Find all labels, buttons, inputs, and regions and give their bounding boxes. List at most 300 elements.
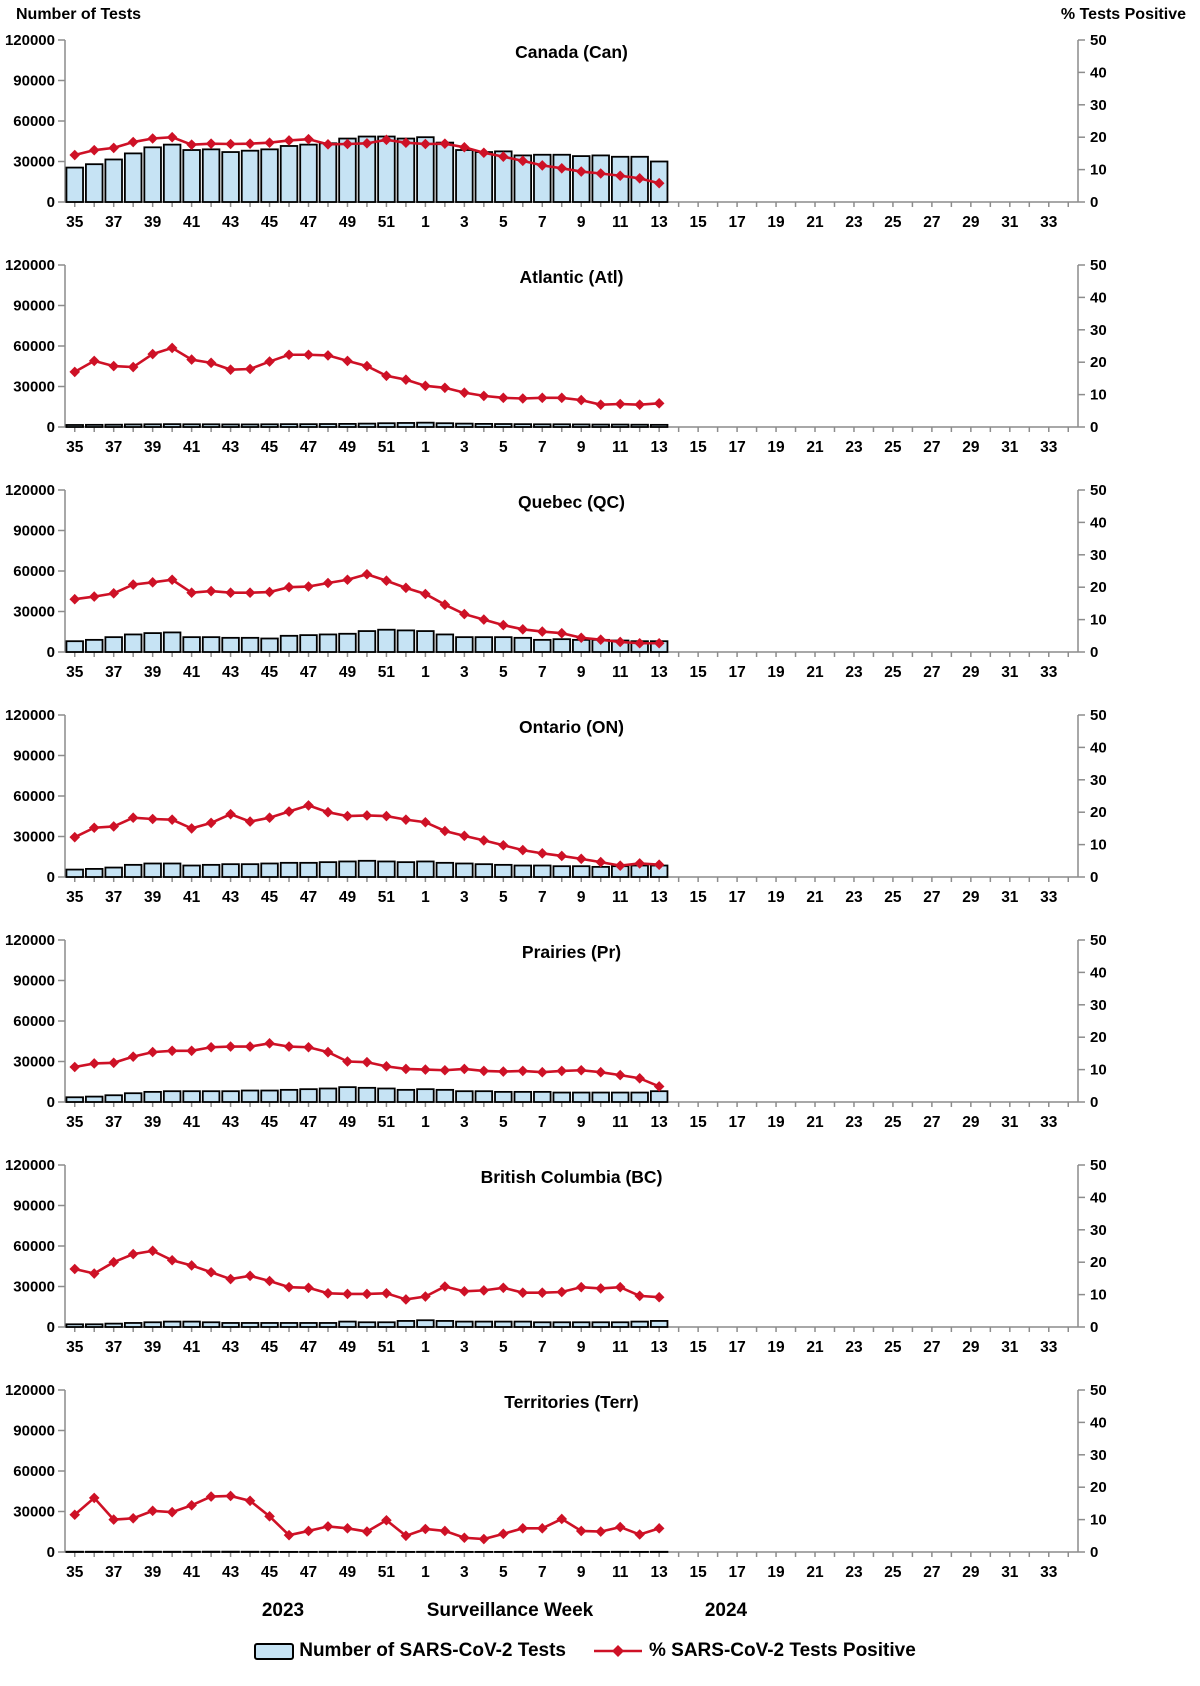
svg-text:45: 45 (260, 664, 279, 681)
svg-text:3: 3 (460, 889, 469, 906)
svg-text:21: 21 (806, 1564, 824, 1581)
svg-text:30000: 30000 (13, 1053, 55, 1071)
svg-text:33: 33 (1040, 1114, 1058, 1131)
svg-text:1: 1 (421, 664, 430, 681)
diamond-marker (89, 356, 100, 367)
svg-text:30: 30 (1090, 96, 1107, 114)
diamond-marker (206, 1491, 217, 1502)
svg-text:19: 19 (767, 214, 785, 231)
svg-text:10: 10 (1090, 1061, 1107, 1079)
svg-text:30: 30 (1090, 1446, 1107, 1464)
svg-text:49: 49 (338, 1114, 357, 1131)
svg-text:120000: 120000 (4, 482, 55, 499)
axes (58, 940, 1085, 1107)
diamond-marker (634, 399, 645, 410)
panel-title: Prairies (Pr) (521, 942, 622, 962)
diamond-marker (420, 1064, 431, 1075)
panel-title: Atlantic (Atl) (519, 267, 624, 287)
diamond-marker (147, 1506, 158, 1517)
svg-text:0: 0 (1090, 869, 1099, 886)
svg-text:90000: 90000 (13, 1197, 55, 1215)
svg-text:37: 37 (105, 1564, 123, 1581)
panel-title: Territories (Terr) (504, 1392, 639, 1412)
svg-text:33: 33 (1040, 214, 1058, 231)
svg-text:7: 7 (537, 1564, 547, 1581)
diamond-marker (654, 1081, 665, 1092)
svg-text:30000: 30000 (13, 378, 55, 396)
diamond-marker (245, 1041, 256, 1052)
diamond-marker (186, 823, 197, 834)
svg-text:13: 13 (650, 439, 668, 456)
diamond-marker (264, 137, 275, 148)
svg-text:31: 31 (1001, 1114, 1019, 1131)
diamond-marker (284, 1041, 295, 1052)
svg-text:51: 51 (377, 1114, 396, 1131)
svg-text:5: 5 (499, 1114, 508, 1131)
chart-legend (30, 1640, 1140, 1662)
diamond-marker (654, 398, 665, 409)
svg-text:11: 11 (612, 1114, 629, 1131)
diamond-marker (69, 1062, 80, 1073)
svg-text:13: 13 (650, 1339, 668, 1356)
diamond-marker (634, 1291, 645, 1302)
diamond-marker (595, 1283, 606, 1294)
svg-text:21: 21 (806, 214, 824, 231)
diamond-marker (420, 1291, 431, 1302)
svg-text:43: 43 (221, 664, 240, 681)
svg-text:23: 23 (845, 1564, 863, 1581)
diamond-marker (479, 614, 490, 625)
diamond-marker (595, 1526, 606, 1537)
diamond-marker (206, 1042, 217, 1053)
tests-bars-series (66, 1087, 667, 1102)
diamond-marker (167, 814, 178, 825)
svg-text:29: 29 (962, 214, 980, 231)
svg-text:1: 1 (421, 1114, 430, 1131)
svg-text:17: 17 (728, 1339, 746, 1356)
diamond-marker (401, 1064, 412, 1075)
svg-text:5: 5 (499, 439, 508, 456)
svg-text:33: 33 (1040, 439, 1058, 456)
diamond-marker (69, 832, 80, 843)
diamond-marker (323, 578, 334, 589)
svg-text:13: 13 (650, 664, 668, 681)
legend-item-tests (254, 1640, 566, 1662)
diamond-marker (108, 588, 119, 599)
positivity-line-swatch-icon (592, 1643, 644, 1659)
svg-text:11: 11 (612, 889, 629, 906)
svg-text:25: 25 (884, 1339, 902, 1356)
svg-text:60000: 60000 (13, 338, 55, 355)
diamond-marker (323, 807, 334, 818)
diamond-marker (420, 817, 431, 828)
diamond-marker (323, 1521, 334, 1532)
svg-text:20: 20 (1090, 579, 1107, 597)
svg-text:40: 40 (1090, 1414, 1107, 1432)
diamond-marker (362, 569, 373, 580)
svg-text:40: 40 (1090, 964, 1107, 982)
diamond-marker (284, 806, 295, 817)
svg-text:15: 15 (689, 439, 707, 456)
chart-panel-quebec (0, 474, 1200, 699)
svg-text:120000: 120000 (4, 932, 55, 949)
diamond-marker (401, 583, 412, 594)
diamond-marker (615, 1282, 626, 1293)
diamond-marker (615, 399, 626, 410)
diamond-marker (69, 594, 80, 605)
svg-text:35: 35 (66, 214, 84, 231)
svg-text:15: 15 (689, 664, 707, 681)
svg-text:0: 0 (1090, 419, 1099, 436)
svg-text:5: 5 (499, 1564, 508, 1581)
diamond-marker (440, 599, 451, 610)
svg-text:25: 25 (884, 664, 902, 681)
diamond-marker (147, 814, 158, 825)
diamond-marker (245, 364, 256, 375)
diamond-marker (654, 1523, 665, 1534)
svg-text:31: 31 (1001, 664, 1019, 681)
svg-text:10: 10 (1090, 1511, 1107, 1529)
svg-text:60000: 60000 (13, 1238, 55, 1255)
svg-text:5: 5 (499, 889, 508, 906)
svg-text:47: 47 (299, 439, 318, 456)
svg-text:5: 5 (499, 1339, 508, 1356)
svg-text:15: 15 (689, 1114, 707, 1131)
svg-text:35: 35 (66, 1339, 84, 1356)
svg-text:50: 50 (1090, 32, 1107, 49)
diamond-marker (517, 1523, 528, 1534)
svg-text:47: 47 (299, 889, 318, 906)
diamond-marker (206, 358, 217, 369)
tests-bars-series (66, 423, 667, 427)
svg-text:60000: 60000 (13, 1463, 55, 1480)
svg-text:25: 25 (884, 889, 902, 906)
svg-text:20: 20 (1090, 1254, 1107, 1272)
svg-text:45: 45 (260, 889, 279, 906)
diamond-marker (362, 1289, 373, 1300)
diamond-marker (362, 361, 373, 372)
diamond-marker (459, 609, 470, 620)
svg-text:0: 0 (46, 194, 55, 211)
svg-text:60000: 60000 (13, 1013, 55, 1030)
diamond-marker (245, 138, 256, 149)
diamond-marker (381, 1288, 392, 1299)
diamond-marker (167, 1507, 178, 1518)
svg-text:20: 20 (1090, 354, 1107, 372)
diamond-marker (167, 1046, 178, 1057)
svg-text:17: 17 (728, 1564, 746, 1581)
svg-text:1: 1 (421, 439, 430, 456)
svg-text:45: 45 (260, 1339, 279, 1356)
diamond-marker (537, 848, 548, 859)
svg-text:11: 11 (612, 214, 629, 231)
diamond-marker (225, 139, 236, 150)
svg-text:20: 20 (1090, 129, 1107, 147)
svg-text:9: 9 (576, 439, 586, 456)
svg-text:50: 50 (1090, 1157, 1107, 1174)
svg-text:30: 30 (1090, 996, 1107, 1014)
svg-text:43: 43 (221, 1114, 240, 1131)
diamond-marker (206, 138, 217, 149)
diamond-marker (167, 1255, 178, 1266)
svg-text:90000: 90000 (13, 72, 55, 90)
diamond-marker (108, 361, 119, 372)
svg-text:25: 25 (884, 1564, 902, 1581)
svg-text:0: 0 (46, 869, 55, 886)
svg-text:60000: 60000 (13, 563, 55, 580)
svg-text:35: 35 (66, 1564, 84, 1581)
svg-text:41: 41 (183, 214, 201, 231)
svg-text:41: 41 (183, 439, 201, 456)
svg-text:30: 30 (1090, 546, 1107, 564)
svg-text:60000: 60000 (13, 788, 55, 805)
svg-text:10: 10 (1090, 611, 1107, 629)
diamond-marker (323, 350, 334, 361)
tests-bar-swatch-icon (254, 1643, 294, 1660)
svg-text:120000: 120000 (4, 1157, 55, 1174)
diamond-marker (381, 1061, 392, 1072)
svg-text:40: 40 (1090, 289, 1107, 307)
svg-text:0: 0 (46, 1319, 55, 1336)
svg-text:39: 39 (144, 1114, 162, 1131)
svg-text:17: 17 (728, 214, 746, 231)
svg-text:23: 23 (845, 889, 863, 906)
svg-text:21: 21 (806, 889, 824, 906)
diamond-marker (479, 1066, 490, 1077)
svg-text:9: 9 (576, 664, 586, 681)
svg-text:19: 19 (767, 1114, 785, 1131)
svg-text:45: 45 (260, 1564, 279, 1581)
diamond-marker (576, 854, 587, 865)
svg-text:23: 23 (845, 1339, 863, 1356)
diamond-marker (89, 1058, 100, 1069)
diamond-marker (595, 399, 606, 410)
svg-text:0: 0 (1090, 194, 1099, 211)
left-axis-title: Number of Tests (16, 6, 142, 23)
diamond-marker (89, 145, 100, 156)
svg-text:45: 45 (260, 439, 279, 456)
diamond-marker (362, 810, 373, 821)
diamond-marker (498, 620, 509, 631)
diamond-marker (128, 1249, 139, 1260)
diamond-marker (459, 831, 470, 842)
svg-text:49: 49 (338, 1339, 357, 1356)
svg-text:1: 1 (421, 1339, 430, 1356)
svg-text:90000: 90000 (13, 972, 55, 990)
svg-text:29: 29 (962, 889, 980, 906)
svg-text:41: 41 (183, 1564, 201, 1581)
svg-text:7: 7 (537, 439, 547, 456)
svg-text:25: 25 (884, 1114, 902, 1131)
svg-text:30: 30 (1090, 321, 1107, 339)
svg-text:31: 31 (1001, 889, 1019, 906)
svg-text:20: 20 (1090, 804, 1107, 822)
diamond-marker (225, 364, 236, 375)
chart-panel-british-columbia (0, 1149, 1200, 1374)
svg-text:0: 0 (1090, 1319, 1099, 1336)
panel-title: British Columbia (BC) (480, 1167, 663, 1187)
svg-text:43: 43 (221, 889, 240, 906)
svg-text:60000: 60000 (13, 113, 55, 130)
svg-text:3: 3 (460, 439, 469, 456)
svg-text:13: 13 (650, 214, 668, 231)
diamond-marker (576, 1282, 587, 1293)
diamond-marker (303, 349, 314, 360)
svg-text:33: 33 (1040, 1339, 1058, 1356)
diamond-marker (595, 1067, 606, 1078)
year-2023-label: 2023 (261, 1600, 305, 1621)
svg-text:0: 0 (46, 419, 55, 436)
svg-text:20: 20 (1090, 1029, 1107, 1047)
svg-text:51: 51 (377, 439, 396, 456)
svg-text:25: 25 (884, 214, 902, 231)
svg-text:90000: 90000 (13, 297, 55, 315)
diamond-marker (342, 574, 353, 585)
svg-text:35: 35 (66, 439, 84, 456)
svg-text:27: 27 (923, 889, 941, 906)
diamond-marker (420, 589, 431, 600)
svg-text:9: 9 (576, 1114, 586, 1131)
diamond-marker (634, 1073, 645, 1084)
diamond-marker (225, 1041, 236, 1052)
diamond-marker (303, 1282, 314, 1293)
svg-text:30000: 30000 (13, 603, 55, 621)
svg-text:49: 49 (338, 889, 357, 906)
diamond-marker (284, 582, 295, 593)
diamond-marker (556, 393, 567, 404)
svg-text:43: 43 (221, 214, 240, 231)
svg-text:50: 50 (1090, 707, 1107, 724)
svg-text:27: 27 (923, 1339, 941, 1356)
diamond-marker (362, 1057, 373, 1068)
svg-text:51: 51 (377, 889, 396, 906)
diamond-marker (264, 812, 275, 823)
svg-text:15: 15 (689, 1339, 707, 1356)
diamond-marker (69, 367, 80, 378)
svg-text:11: 11 (612, 439, 629, 456)
svg-text:9: 9 (576, 1564, 586, 1581)
svg-text:51: 51 (377, 1339, 396, 1356)
diamond-marker (537, 1287, 548, 1298)
svg-text:10: 10 (1090, 386, 1107, 404)
svg-text:19: 19 (767, 664, 785, 681)
diamond-marker (401, 374, 412, 385)
svg-text:41: 41 (183, 664, 201, 681)
chart-panels (0, 24, 1200, 1599)
svg-text:29: 29 (962, 1339, 980, 1356)
diamond-marker (264, 356, 275, 367)
diamond-marker (595, 857, 606, 868)
diamond-marker (147, 577, 158, 588)
svg-text:20: 20 (1090, 1479, 1107, 1497)
svg-text:50: 50 (1090, 1382, 1107, 1399)
diamond-marker (264, 1276, 275, 1287)
chart-panel-ontario (0, 699, 1200, 924)
svg-text:120000: 120000 (4, 1382, 55, 1399)
diamond-marker (517, 624, 528, 635)
panel-title: Canada (Can) (515, 42, 628, 62)
tests-bars-series (66, 861, 667, 877)
svg-text:19: 19 (767, 1564, 785, 1581)
diamond-marker (537, 626, 548, 637)
diamond-marker (517, 393, 528, 404)
diamond-marker (342, 811, 353, 822)
positivity-line-series (69, 1038, 664, 1092)
svg-text:7: 7 (537, 664, 547, 681)
svg-text:9: 9 (576, 889, 586, 906)
svg-text:30: 30 (1090, 1221, 1107, 1239)
svg-text:31: 31 (1001, 1339, 1019, 1356)
diamond-marker (245, 587, 256, 598)
diamond-marker (128, 579, 139, 590)
svg-text:15: 15 (689, 1564, 707, 1581)
svg-text:11: 11 (612, 1339, 629, 1356)
svg-text:120000: 120000 (4, 257, 55, 274)
diamond-marker (284, 1282, 295, 1293)
svg-text:10: 10 (1090, 836, 1107, 854)
diamond-marker (556, 851, 567, 862)
svg-text:27: 27 (923, 1114, 941, 1131)
diamond-marker (459, 1064, 470, 1075)
diamond-marker (537, 393, 548, 404)
svg-text:90000: 90000 (13, 1422, 55, 1440)
svg-text:13: 13 (650, 1564, 668, 1581)
diamond-marker (284, 135, 295, 146)
svg-text:11: 11 (612, 1564, 629, 1581)
axes (58, 1390, 1085, 1557)
diamond-marker (284, 349, 295, 360)
diamond-marker (342, 356, 353, 367)
diamond-marker (264, 1038, 275, 1049)
diamond-marker (498, 1282, 509, 1293)
svg-text:30000: 30000 (13, 1278, 55, 1296)
diamond-marker (401, 814, 412, 825)
svg-text:33: 33 (1040, 1564, 1058, 1581)
diamond-marker (108, 1257, 119, 1268)
diamond-marker (440, 1065, 451, 1076)
svg-text:21: 21 (806, 439, 824, 456)
svg-text:40: 40 (1090, 1189, 1107, 1207)
diamond-marker (556, 1287, 567, 1298)
svg-text:31: 31 (1001, 214, 1019, 231)
diamond-marker (576, 395, 587, 406)
svg-text:5: 5 (499, 664, 508, 681)
svg-text:51: 51 (377, 1564, 396, 1581)
svg-text:19: 19 (767, 889, 785, 906)
positivity-line-series (69, 343, 664, 410)
diamond-marker (225, 1274, 236, 1285)
svg-text:0: 0 (1090, 644, 1099, 661)
svg-text:90000: 90000 (13, 522, 55, 540)
svg-text:27: 27 (923, 439, 941, 456)
diamond-marker (440, 826, 451, 837)
svg-text:29: 29 (962, 1564, 980, 1581)
diamond-marker (89, 822, 100, 833)
svg-text:23: 23 (845, 1114, 863, 1131)
diamond-marker (537, 1067, 548, 1078)
svg-text:37: 37 (105, 1114, 123, 1131)
svg-text:10: 10 (1090, 1286, 1107, 1304)
svg-text:21: 21 (806, 1114, 824, 1131)
svg-text:17: 17 (728, 439, 746, 456)
positivity-line-series (69, 1246, 664, 1305)
svg-text:40: 40 (1090, 514, 1107, 532)
tests-bars-series (66, 1320, 667, 1327)
diamond-marker (556, 628, 567, 639)
diamond-marker (128, 812, 139, 823)
svg-text:1: 1 (421, 889, 430, 906)
svg-text:7: 7 (537, 214, 547, 231)
